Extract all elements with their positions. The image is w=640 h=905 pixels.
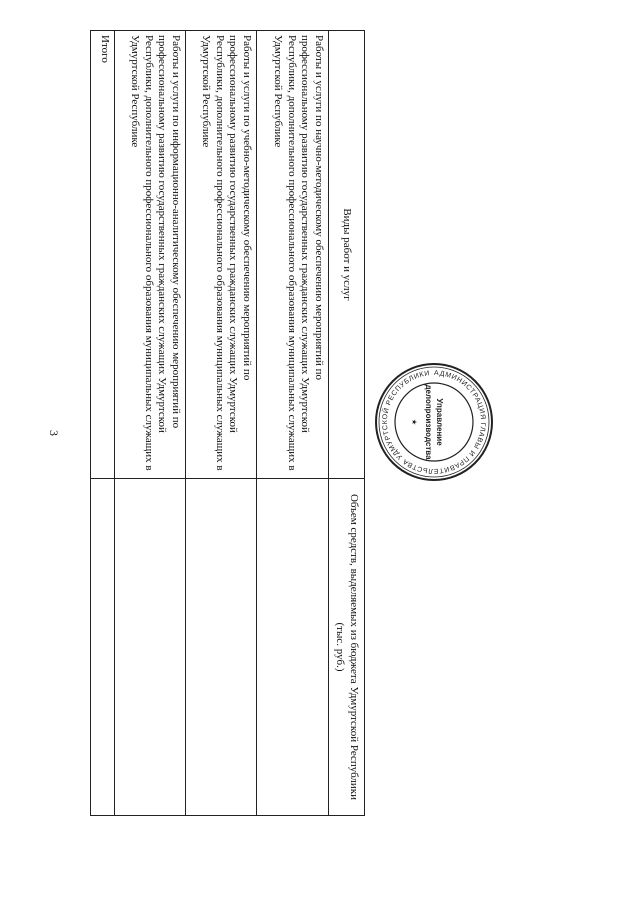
header-works: Виды работ и услуг bbox=[329, 31, 365, 479]
table-header-row bbox=[329, 31, 365, 816]
total-value bbox=[91, 479, 115, 816]
rotated-table-wrapper bbox=[99, 30, 365, 815]
stamp-seal-icon bbox=[372, 360, 496, 484]
official-stamp bbox=[372, 360, 496, 484]
header-funds: Объем средств, выделяемых из бюджета Удмуртской Республики (тыс. руб.) bbox=[329, 479, 365, 816]
stamp-center-line1: Управление bbox=[435, 398, 444, 446]
table-total-row bbox=[91, 31, 115, 816]
table-row bbox=[186, 31, 257, 816]
row-works-cell: Работы и услуги по учебно-методическому обеспечению мероприятий по профессиональному развитию государственных гражданских служащих Удмуртской Республики, дополнительного профессионального образования муниципальных служащих в Удмуртской Республике bbox=[186, 31, 257, 479]
table-row bbox=[115, 31, 186, 816]
row-funds-cell bbox=[257, 479, 329, 816]
stamp-center-line2: делопроизводства bbox=[424, 384, 433, 460]
table-row bbox=[257, 31, 329, 816]
page-number: 3 bbox=[47, 430, 61, 436]
row-works-cell: Работы и услуги по информационно-аналитическому обеспечению мероприятий по профессиональному развитию государственных гражданских служащих Удмуртской Республики, дополнительного профессионального образования муниципальных служащих в Удмуртской Республике bbox=[115, 31, 186, 479]
row-funds-cell bbox=[115, 479, 186, 816]
row-funds-cell bbox=[186, 479, 257, 816]
stamp-ring-text: АДМИНИСТРАЦИЯ ГЛАВЫ И ПРАВИТЕЛЬСТВА УДМУРТСКОЙ РЕСПУБЛИКИ bbox=[381, 369, 487, 475]
stamp-star-icon: ★ bbox=[410, 418, 418, 426]
row-works-cell: Работы и услуги по научно-методическому обеспечению мероприятий по профессиональному развитию государственных гражданских служащих Удмуртской Республики, дополнительного профессионального образования муниципальных служащих в Удмуртской Республике bbox=[257, 31, 329, 479]
total-label: Итого bbox=[91, 31, 115, 479]
budget-table bbox=[90, 30, 365, 816]
